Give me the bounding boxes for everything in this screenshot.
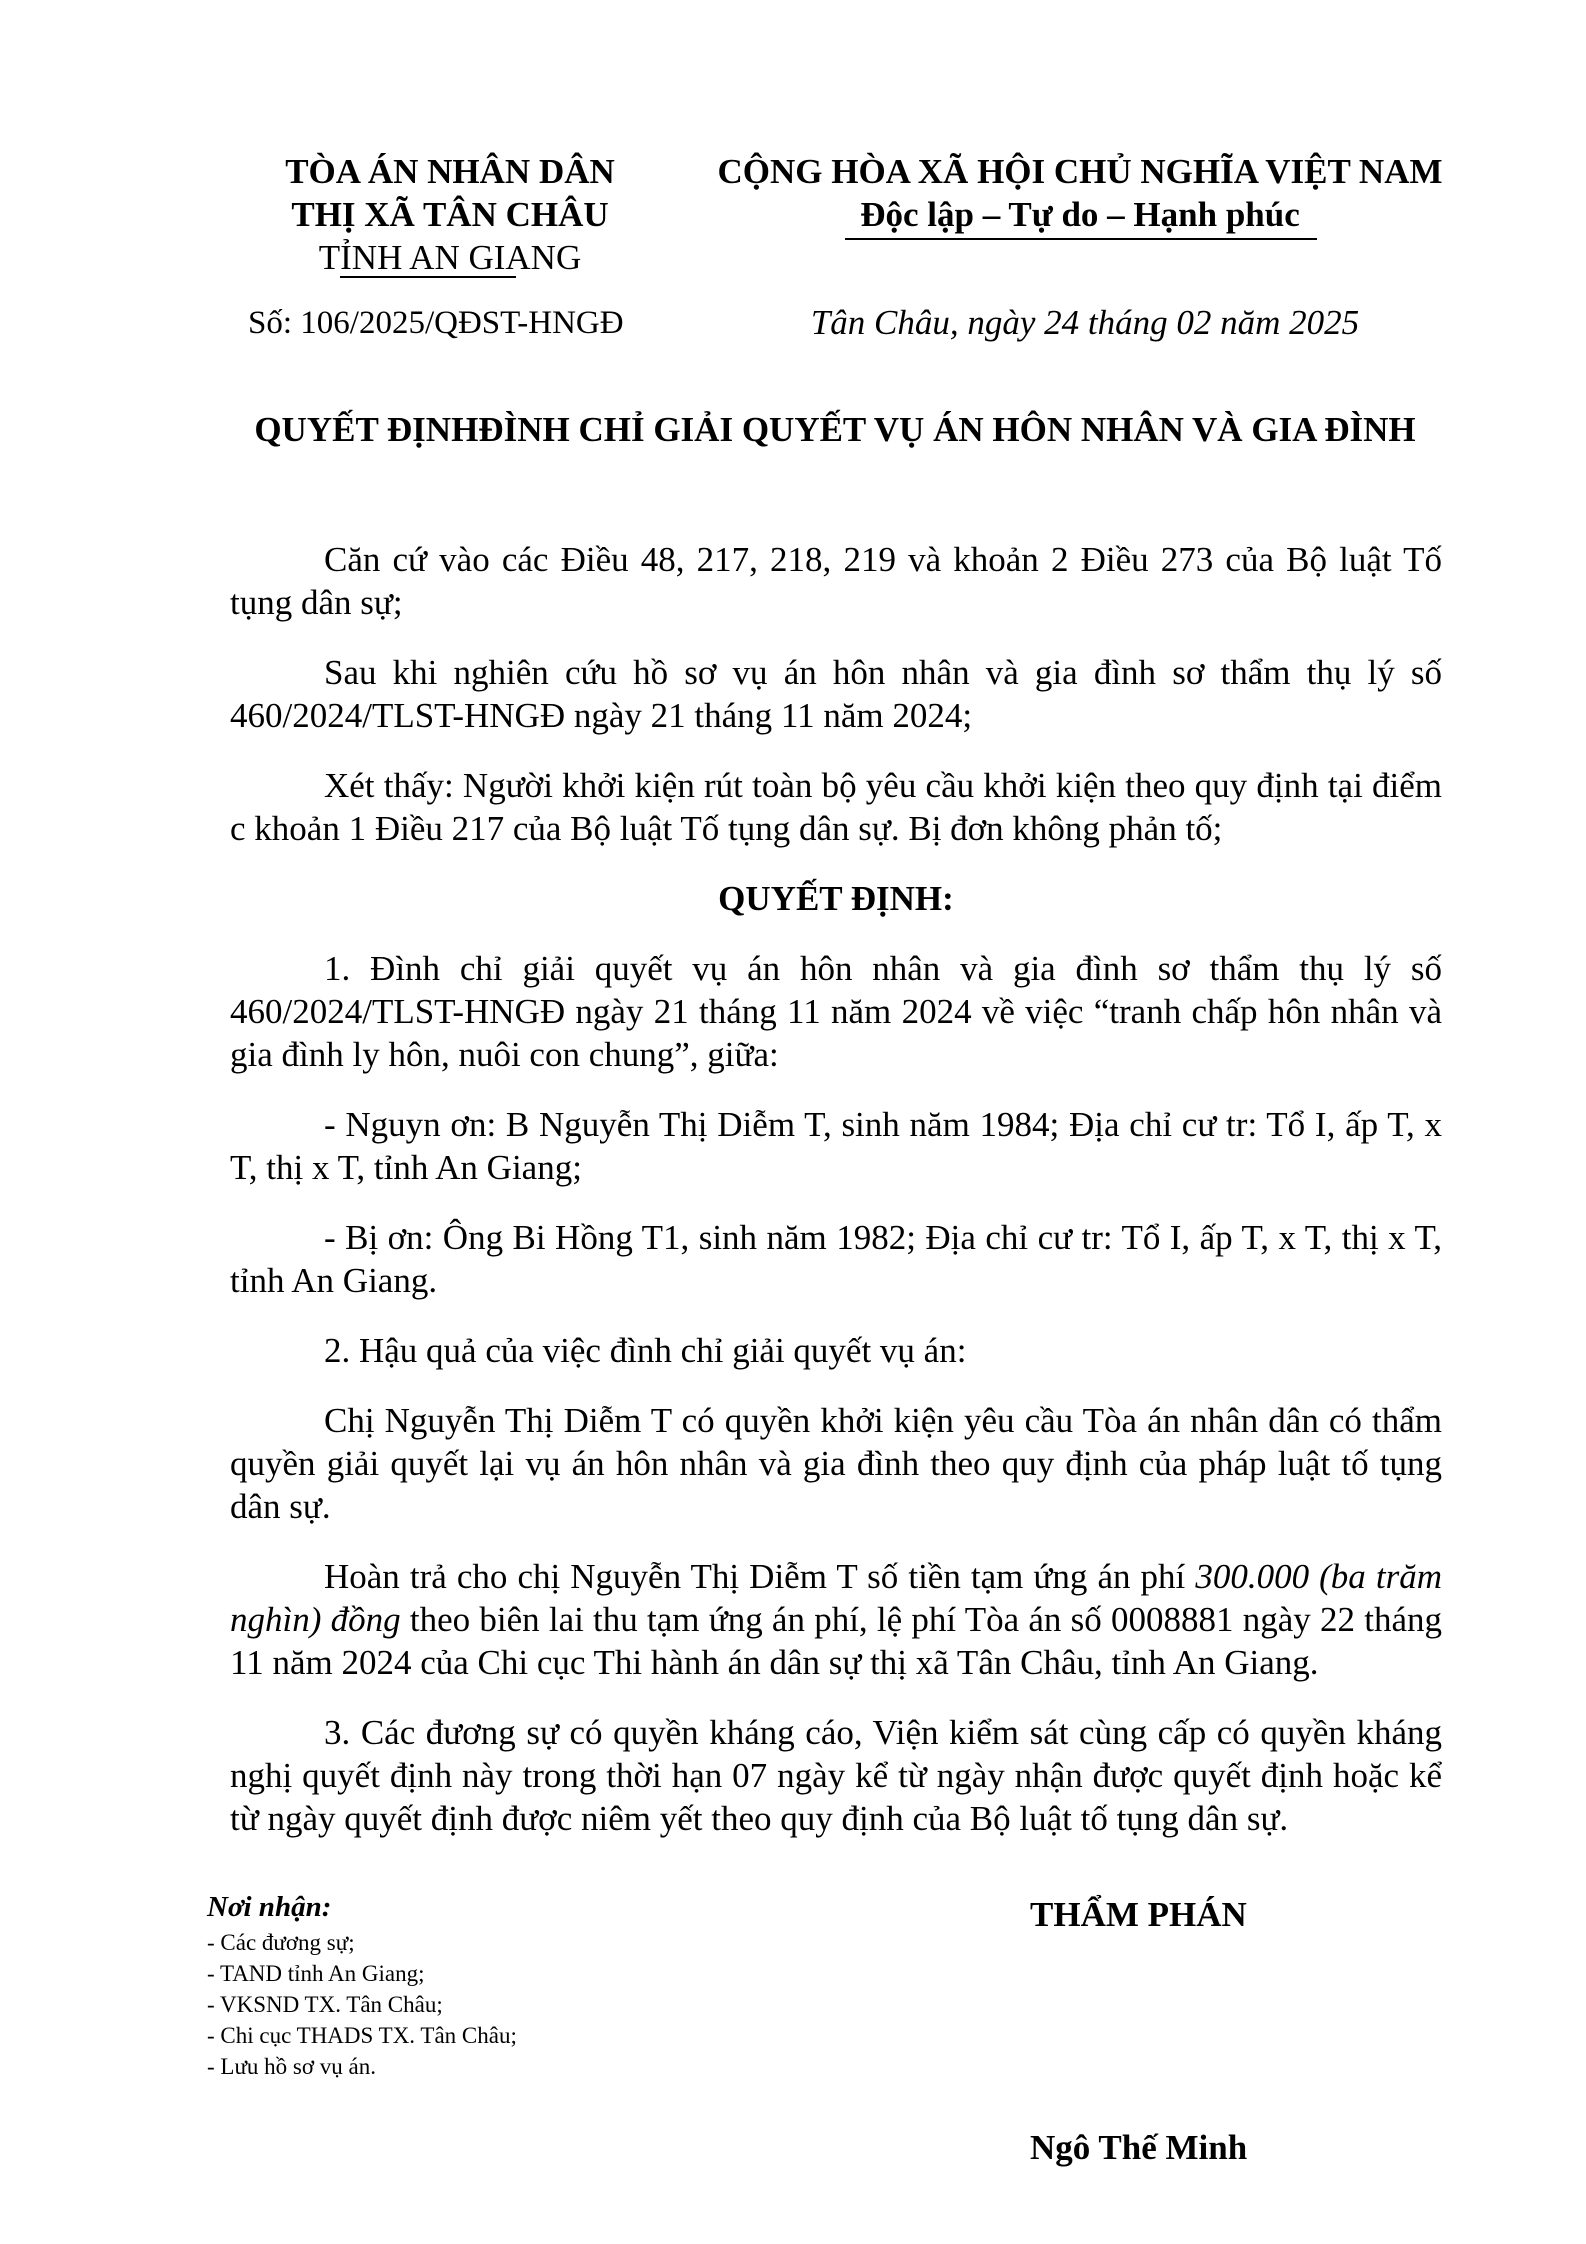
national-name: CỘNG HÒA XÃ HỘI CHỦ NGHĨA VIỆT NAM — [717, 152, 1443, 191]
recipient-item: - VKSND TX. Tân Châu; — [207, 1992, 443, 2017]
court-header — [200, 150, 700, 279]
judge-name: Ngô Thế Minh — [1030, 2128, 1248, 2167]
decision-item-1: 1. Đình chỉ giải quyết vụ án hôn nhân và gia đình sơ thẩm thụ lý số 460/2024/TLST-HNGĐ ngày 21 tháng 11 năm 2024 về việc “tranh chấp hôn nhân và gia đình ly hôn, nuôi con chung”, giữa: — [230, 949, 1442, 1074]
recipients-title: Nơi nhận: — [207, 1891, 332, 1923]
refund-text-suffix: theo biên lai thu tạm ứng án phí, lệ phí Tòa án số 0008881 ngày 22 tháng 11 năm 2024 của Chi cục Thi hành án dân sự thị xã Tân Châu, tỉnh An Giang. — [230, 1600, 1442, 1682]
court-province: TỈNH AN GIANG — [318, 238, 582, 277]
document-body — [230, 538, 1442, 1867]
recipient-item: - Các đương sự; — [207, 1930, 355, 1955]
consequence-paragraph: Chị Nguyễn Thị Diễm T có quyền khởi kiện yêu cầu Tòa án nhân dân có thẩm quyền giải quyết lại vụ án hôn nhân và gia đình theo quy định của pháp luật tố tụng dân sự. — [230, 1401, 1442, 1526]
national-motto: Độc lập – Tự do – Hạnh phúc — [860, 195, 1300, 234]
recipient-item: - Lưu hồ sơ vụ án. — [207, 2054, 376, 2079]
recipient-item: - Chi cục THADS TX. Tân Châu; — [207, 2023, 517, 2048]
case-review-paragraph: Sau khi nghiên cứu hồ sơ vụ án hôn nhân và gia đình sơ thẩm thụ lý số 460/2024/TLST-HNGĐ ngày 21 tháng 11 năm 2024; — [230, 653, 1442, 735]
decision-item-3: 3. Các đương sự có quyền kháng cáo, Viện kiểm sát cùng cấp có quyền kháng nghị quyết định này trong thời hạn 07 ngày kể từ ngày nhận được quyết định hoặc kể từ ngày quyết định được niêm yết theo quy định của Bộ luật tố tụng dân sự. — [230, 1713, 1442, 1838]
judge-title: THẨM PHÁN — [1030, 1895, 1247, 1934]
document-number: Số: 106/2025/QĐST-HNGĐ — [248, 305, 624, 341]
court-header-rule — [340, 276, 516, 278]
decision-item-2: 2. Hậu quả của việc đình chỉ giải quyết vụ án: — [324, 1331, 967, 1370]
refund-amount: 300.000 (ba trăm nghìn) đồng — [230, 1557, 1442, 1639]
decision-heading: QUYẾT ĐỊNH: — [718, 879, 954, 918]
recipient-item: - TAND tỉnh An Giang; — [207, 1961, 425, 1986]
national-header — [690, 150, 1470, 236]
document-title: QUYẾT ĐỊNHĐÌNH CHỈ GIẢI QUYẾT VỤ ÁN HÔN NHÂN VÀ GIA ĐÌNH — [254, 410, 1416, 449]
national-motto-rule — [845, 238, 1317, 240]
legal-basis-paragraph: Căn cứ vào các Điều 48, 217, 218, 219 và khoản 2 Điều 273 của Bộ luật Tố tụng dân sự; — [230, 540, 1442, 622]
recipients-block — [207, 1892, 767, 2082]
refund-text-prefix: Hoàn trả cho chị Nguyễn Thị Diễm T số tiền tạm ứng án phí — [324, 1557, 1196, 1596]
court-name: TÒA ÁN NHÂN DÂN — [285, 152, 615, 191]
refund-paragraph — [230, 1555, 1442, 1684]
finding-paragraph: Xét thấy: Người khởi kiện rút toàn bộ yêu cầu khởi kiện theo quy định tại điểm c khoản 1 Điều 217 của Bộ luật Tố tụng dân sự. Bị đơn không phản tố; — [230, 766, 1442, 848]
defendant-paragraph: - Bị ơn: Ông Bi Hồng T1, sinh năm 1982; Địa chỉ cư tr: Tổ I, ấp T, x T, thị x T, tỉnh An Giang. — [230, 1218, 1442, 1300]
plaintiff-paragraph: - Nguyn ơn: B Nguyễn Thị Diễm T, sinh năm 1984; Địa chỉ cư tr: Tổ I, ấp T, x T, thị x T, tỉnh An Giang; — [230, 1105, 1442, 1187]
court-district: THỊ XÃ TÂN CHÂU — [291, 195, 609, 234]
place-date: Tân Châu, ngày 24 tháng 02 năm 2025 — [810, 303, 1360, 342]
